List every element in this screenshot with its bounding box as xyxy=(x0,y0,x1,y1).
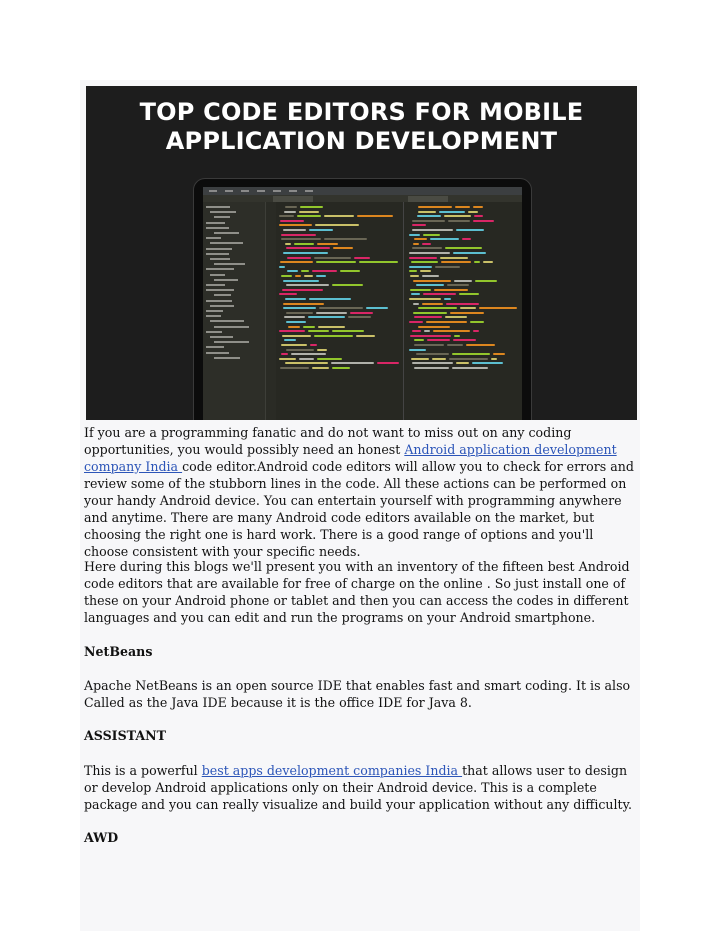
code-token xyxy=(332,367,350,369)
hero-title-line-2: APPLICATION DEVELOPMENT xyxy=(165,127,558,155)
code-token xyxy=(412,229,453,231)
code-token xyxy=(418,326,450,328)
code-token xyxy=(315,224,359,226)
file-tree-entry xyxy=(206,248,232,250)
code-token xyxy=(423,293,456,295)
file-tree-entry xyxy=(214,232,239,234)
code-token xyxy=(281,238,321,240)
code-token xyxy=(280,220,304,222)
code-token xyxy=(282,335,311,337)
code-token xyxy=(409,266,432,268)
code-token xyxy=(297,215,321,217)
file-tree-entry xyxy=(214,279,238,281)
awd-heading: AWD xyxy=(84,830,119,845)
code-token xyxy=(473,206,483,208)
file-tree-entry xyxy=(206,268,234,270)
code-token xyxy=(491,358,497,360)
code-token xyxy=(410,275,419,277)
file-tree-entry xyxy=(210,320,244,322)
assistant-text-before-link: This is a powerful xyxy=(84,763,202,778)
code-token xyxy=(435,266,460,268)
editor-gutter xyxy=(266,202,276,420)
code-token xyxy=(493,353,505,355)
code-token xyxy=(414,339,424,341)
code-token xyxy=(427,339,450,341)
code-token xyxy=(445,247,482,249)
code-token xyxy=(366,307,388,309)
code-token xyxy=(420,270,431,272)
code-token xyxy=(283,307,316,309)
code-token xyxy=(411,293,420,295)
code-token xyxy=(418,206,452,208)
file-tree-entry xyxy=(206,237,221,239)
file-tree-entry xyxy=(206,289,234,291)
code-token xyxy=(332,330,364,332)
assistant-paragraph xyxy=(84,762,640,813)
netbeans-paragraph: Apache NetBeans is an open source IDE that enables fast and smart coding. It is also Called as the Java IDE because it is the office IDE for Java 8. xyxy=(84,678,631,710)
code-token xyxy=(285,298,306,300)
code-token xyxy=(286,321,306,323)
code-token xyxy=(440,257,468,259)
code-token xyxy=(418,307,457,309)
code-token xyxy=(333,247,353,249)
editor-code-pane-left xyxy=(279,202,401,420)
code-token xyxy=(422,275,439,277)
code-token xyxy=(279,215,294,217)
editor-code-pane-right xyxy=(409,202,519,420)
code-token xyxy=(453,252,486,254)
code-token xyxy=(430,238,459,240)
code-token xyxy=(377,362,399,364)
file-tree-entry xyxy=(210,258,230,260)
code-token xyxy=(456,229,484,231)
code-token xyxy=(418,211,436,213)
code-token xyxy=(412,362,453,364)
code-token xyxy=(475,280,497,282)
file-tree-entry xyxy=(214,326,249,328)
code-token xyxy=(422,243,431,245)
code-token xyxy=(410,289,431,291)
code-token xyxy=(324,215,354,217)
file-tree-entry xyxy=(214,294,231,296)
file-tree-entry xyxy=(206,253,229,255)
code-token xyxy=(434,289,468,291)
code-token xyxy=(285,243,291,245)
code-token xyxy=(450,312,484,314)
code-token xyxy=(294,243,314,245)
code-token xyxy=(411,261,438,263)
code-token xyxy=(284,211,296,213)
code-token xyxy=(412,247,442,249)
file-tree-entry xyxy=(214,216,230,218)
code-token xyxy=(316,275,326,277)
code-token xyxy=(410,335,451,337)
code-token xyxy=(286,349,314,351)
code-token xyxy=(409,234,420,236)
code-token xyxy=(291,353,326,355)
code-token xyxy=(473,330,479,332)
code-token xyxy=(279,293,297,295)
code-token xyxy=(409,321,423,323)
editor-tabbar xyxy=(203,195,522,202)
code-token xyxy=(462,238,471,240)
code-token xyxy=(284,339,296,341)
code-token xyxy=(449,358,488,360)
file-tree-entry xyxy=(210,211,236,213)
file-tree-entry xyxy=(206,300,232,302)
code-token xyxy=(441,261,471,263)
code-token xyxy=(483,261,493,263)
code-token xyxy=(301,270,309,272)
code-token xyxy=(455,206,470,208)
code-token xyxy=(453,339,476,341)
code-token xyxy=(283,303,324,305)
file-tree-entry xyxy=(210,305,234,307)
file-tree-entry xyxy=(206,284,225,286)
file-tree-entry xyxy=(210,336,233,338)
file-tree-entry xyxy=(206,310,223,312)
file-tree-entry xyxy=(206,331,222,333)
editor-menubar xyxy=(203,187,522,195)
code-token xyxy=(357,215,393,217)
hero-title-line-1: TOP CODE EDITORS FOR MOBILE xyxy=(139,98,584,126)
code-token xyxy=(414,316,442,318)
code-token xyxy=(286,284,329,286)
code-token xyxy=(312,367,329,369)
code-token xyxy=(409,298,441,300)
code-token xyxy=(444,215,471,217)
code-token xyxy=(280,261,313,263)
file-tree-entry xyxy=(214,263,245,265)
code-token xyxy=(446,303,479,305)
code-token xyxy=(300,206,323,208)
code-token xyxy=(284,316,305,318)
code-token xyxy=(417,215,441,217)
code-token xyxy=(316,312,347,314)
code-token xyxy=(312,270,337,272)
code-token xyxy=(413,312,447,314)
code-token xyxy=(314,257,351,259)
code-token xyxy=(414,238,427,240)
intro-text-before-link: If you are a programming fanatic and do not want to miss out on any coding opportunities, you would possibly need an honest xyxy=(84,425,572,457)
code-token xyxy=(466,344,495,346)
file-tree-entry xyxy=(210,274,225,276)
code-token xyxy=(317,358,342,360)
code-token xyxy=(456,362,469,364)
code-token xyxy=(287,270,298,272)
code-token xyxy=(281,275,292,277)
code-token xyxy=(414,344,444,346)
code-token xyxy=(308,316,345,318)
code-token xyxy=(416,284,444,286)
code-token xyxy=(317,243,338,245)
code-token xyxy=(409,270,417,272)
code-token xyxy=(279,224,312,226)
code-token xyxy=(460,307,476,309)
editor-file-tree xyxy=(203,202,266,420)
code-token xyxy=(474,215,483,217)
file-tree-entry xyxy=(214,357,240,359)
code-token xyxy=(470,321,484,323)
code-token xyxy=(426,321,467,323)
code-token xyxy=(409,349,426,351)
code-token xyxy=(416,353,449,355)
code-token xyxy=(412,220,445,222)
file-tree-entry xyxy=(210,242,243,244)
code-token xyxy=(319,307,363,309)
file-tree-entry xyxy=(206,346,224,348)
code-token xyxy=(318,326,345,328)
code-token xyxy=(474,261,480,263)
file-tree-entry xyxy=(206,352,229,354)
code-token xyxy=(280,367,309,369)
code-token xyxy=(350,312,373,314)
code-token xyxy=(454,280,472,282)
code-token xyxy=(286,247,330,249)
code-token xyxy=(359,261,398,263)
code-token xyxy=(331,362,374,364)
code-token xyxy=(409,252,450,254)
code-token xyxy=(282,289,323,291)
code-token xyxy=(279,266,285,268)
code-token xyxy=(324,238,367,240)
code-token xyxy=(283,252,328,254)
code-token xyxy=(414,367,449,369)
code-token xyxy=(356,335,375,337)
editor-split-divider xyxy=(403,202,404,420)
code-token xyxy=(309,229,333,231)
laptop-screenshot xyxy=(193,178,532,420)
code-token xyxy=(287,257,311,259)
code-token xyxy=(308,330,329,332)
code-token xyxy=(316,261,356,263)
code-token xyxy=(332,284,363,286)
code-token xyxy=(281,353,288,355)
file-tree-entry xyxy=(214,341,249,343)
code-token xyxy=(314,335,353,337)
code-token xyxy=(279,358,296,360)
code-token xyxy=(354,257,370,259)
code-token xyxy=(472,362,503,364)
code-token xyxy=(422,303,443,305)
code-token xyxy=(281,234,316,236)
code-token xyxy=(413,243,419,245)
code-token xyxy=(304,275,313,277)
code-token xyxy=(285,206,297,208)
code-token xyxy=(309,298,351,300)
code-token xyxy=(452,353,490,355)
code-token xyxy=(412,330,421,332)
code-token xyxy=(445,316,467,318)
assistant-text-after-link: that allows user to design or develop Android applications only on their Android device. This is a complete package and you can really visualize and build your application without any difficulty. xyxy=(84,763,633,812)
code-token xyxy=(439,211,465,213)
code-token xyxy=(452,367,488,369)
code-token xyxy=(310,344,317,346)
code-token xyxy=(299,358,314,360)
code-token xyxy=(432,358,446,360)
file-tree-entry xyxy=(206,222,225,224)
code-token xyxy=(447,344,463,346)
code-token xyxy=(281,344,307,346)
code-token xyxy=(448,220,470,222)
code-token xyxy=(412,224,426,226)
code-token xyxy=(413,280,451,282)
code-token xyxy=(447,284,469,286)
code-token xyxy=(283,280,319,282)
hero-image xyxy=(86,86,637,420)
code-token xyxy=(288,326,300,328)
code-token xyxy=(424,330,430,332)
code-token xyxy=(348,316,371,318)
inventory-paragraph: Here during this blogs we'll present you with an inventory of the fifteen best Android code editors that are available for free of charge on the online . So just install one of these on your Android phone or tablet and then you can access the codes in different languages and you can edit and run the programs on your Android smartphone. xyxy=(84,559,630,625)
code-token xyxy=(286,312,313,314)
code-token xyxy=(479,307,517,309)
best-apps-development-link[interactable]: best apps development companies India xyxy=(201,763,463,778)
code-token xyxy=(468,211,478,213)
netbeans-heading: NetBeans xyxy=(84,644,153,659)
code-token xyxy=(454,335,460,337)
code-editor-screen xyxy=(203,187,522,420)
android-app-development-link[interactable]: Android application development company India xyxy=(84,442,617,474)
code-token xyxy=(279,330,305,332)
code-token xyxy=(283,229,306,231)
code-token xyxy=(444,298,451,300)
code-token xyxy=(295,275,301,277)
intro-paragraph xyxy=(84,424,640,560)
code-token xyxy=(317,349,327,351)
code-token xyxy=(413,303,419,305)
code-token xyxy=(340,270,360,272)
code-token xyxy=(411,358,429,360)
hero-title xyxy=(86,98,637,156)
code-token xyxy=(285,362,328,364)
code-token xyxy=(423,234,440,236)
file-tree-entry xyxy=(206,227,229,229)
file-tree-entry xyxy=(206,206,230,208)
code-token xyxy=(303,326,315,328)
code-token xyxy=(409,257,437,259)
code-token xyxy=(459,293,479,295)
file-tree-entry xyxy=(206,315,221,317)
code-token xyxy=(299,211,319,213)
assistant-heading: ASSISTANT xyxy=(84,728,167,743)
code-token xyxy=(473,220,494,222)
code-token xyxy=(433,330,470,332)
intro-text-after-link: code editor.Android code editors will allow you to check for errors and review some of the stubborn lines in the code. All these actions can be performed on your handy Android device. You can entertain yourself with programming anywhere and anytime. There are many Android code editors available on the market, but choosing the right one is hard work. There is a good range of options and you'll choose consistent with your specific needs. xyxy=(84,459,634,559)
